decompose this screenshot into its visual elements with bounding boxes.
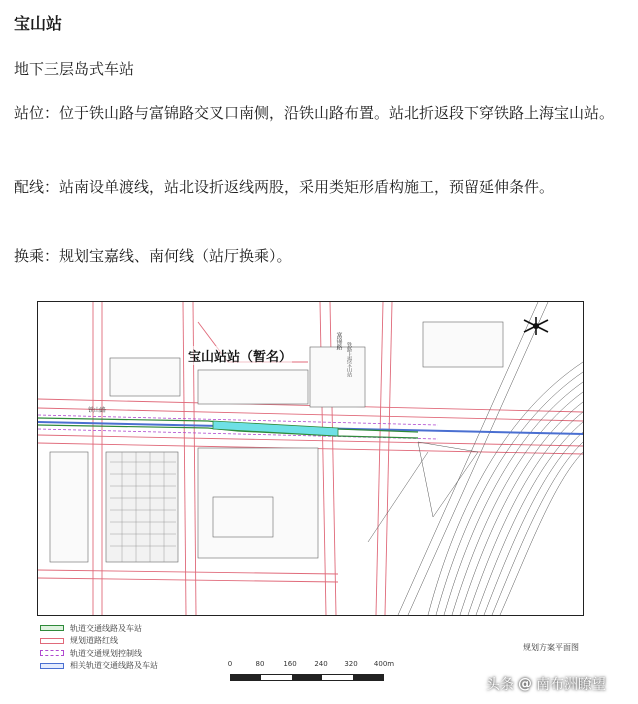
scale-tick: 80 [255,660,265,668]
map-caption: 规划方案平面图 [523,643,579,652]
scale-bar [226,660,396,690]
legend-label-control: 轨道交通规划控制线 [70,648,142,658]
station-tracks: 配线：站南设单渡线，站北设折返线两股，采用类矩形盾构施工，预留延伸条件。 [14,178,555,196]
legend-label-rail: 轨道交通线路及车站 [70,623,142,633]
map-legend [40,622,158,672]
watermark-account: 南布洲瞭望 [536,677,606,693]
watermark [486,674,606,694]
road-label-fujin: 富锦路 [335,332,342,350]
legend-swatch-related [40,663,64,669]
legend-swatch-control [40,650,64,656]
scale-tick: 0 [227,660,233,668]
station-map-label: 宝山站站（暂名） [188,346,292,365]
legend-swatch-road [40,638,64,644]
scale-tick: 160 [283,660,297,668]
scale-tick: 400m [373,660,395,668]
legend-item-related [40,660,158,673]
scale-tick: 240 [314,660,328,668]
watermark-prefix: 头条 [486,677,514,693]
watermark-at: @ [518,676,532,692]
station-type: 地下三层岛式车站 [14,60,135,78]
station-title: 宝山站 [14,14,63,33]
road-label-station: 铁路上海宝山站 [346,342,352,377]
station-location: 站位：位于铁山路与富锦路交叉口南侧，沿铁山路布置。站北折返段下穿铁路上海宝山站。 [14,104,615,122]
scale-bar-graphic [230,674,384,681]
map-drawing [38,302,583,615]
legend-label-road: 规划道路红线 [70,636,118,646]
legend-item-rail [40,622,158,635]
road-label-tieshan: 铁山路 [88,407,107,414]
scale-tick: 320 [344,660,358,668]
station-transfer: 换乘：规划宝嘉线、南何线（站厅换乘）。 [14,247,292,265]
station-plan-map [37,301,584,616]
legend-swatch-rail [40,625,64,631]
legend-item-road [40,635,158,648]
legend-label-related: 相关轨道交通线路及车站 [70,661,158,671]
legend-item-control [40,647,158,660]
